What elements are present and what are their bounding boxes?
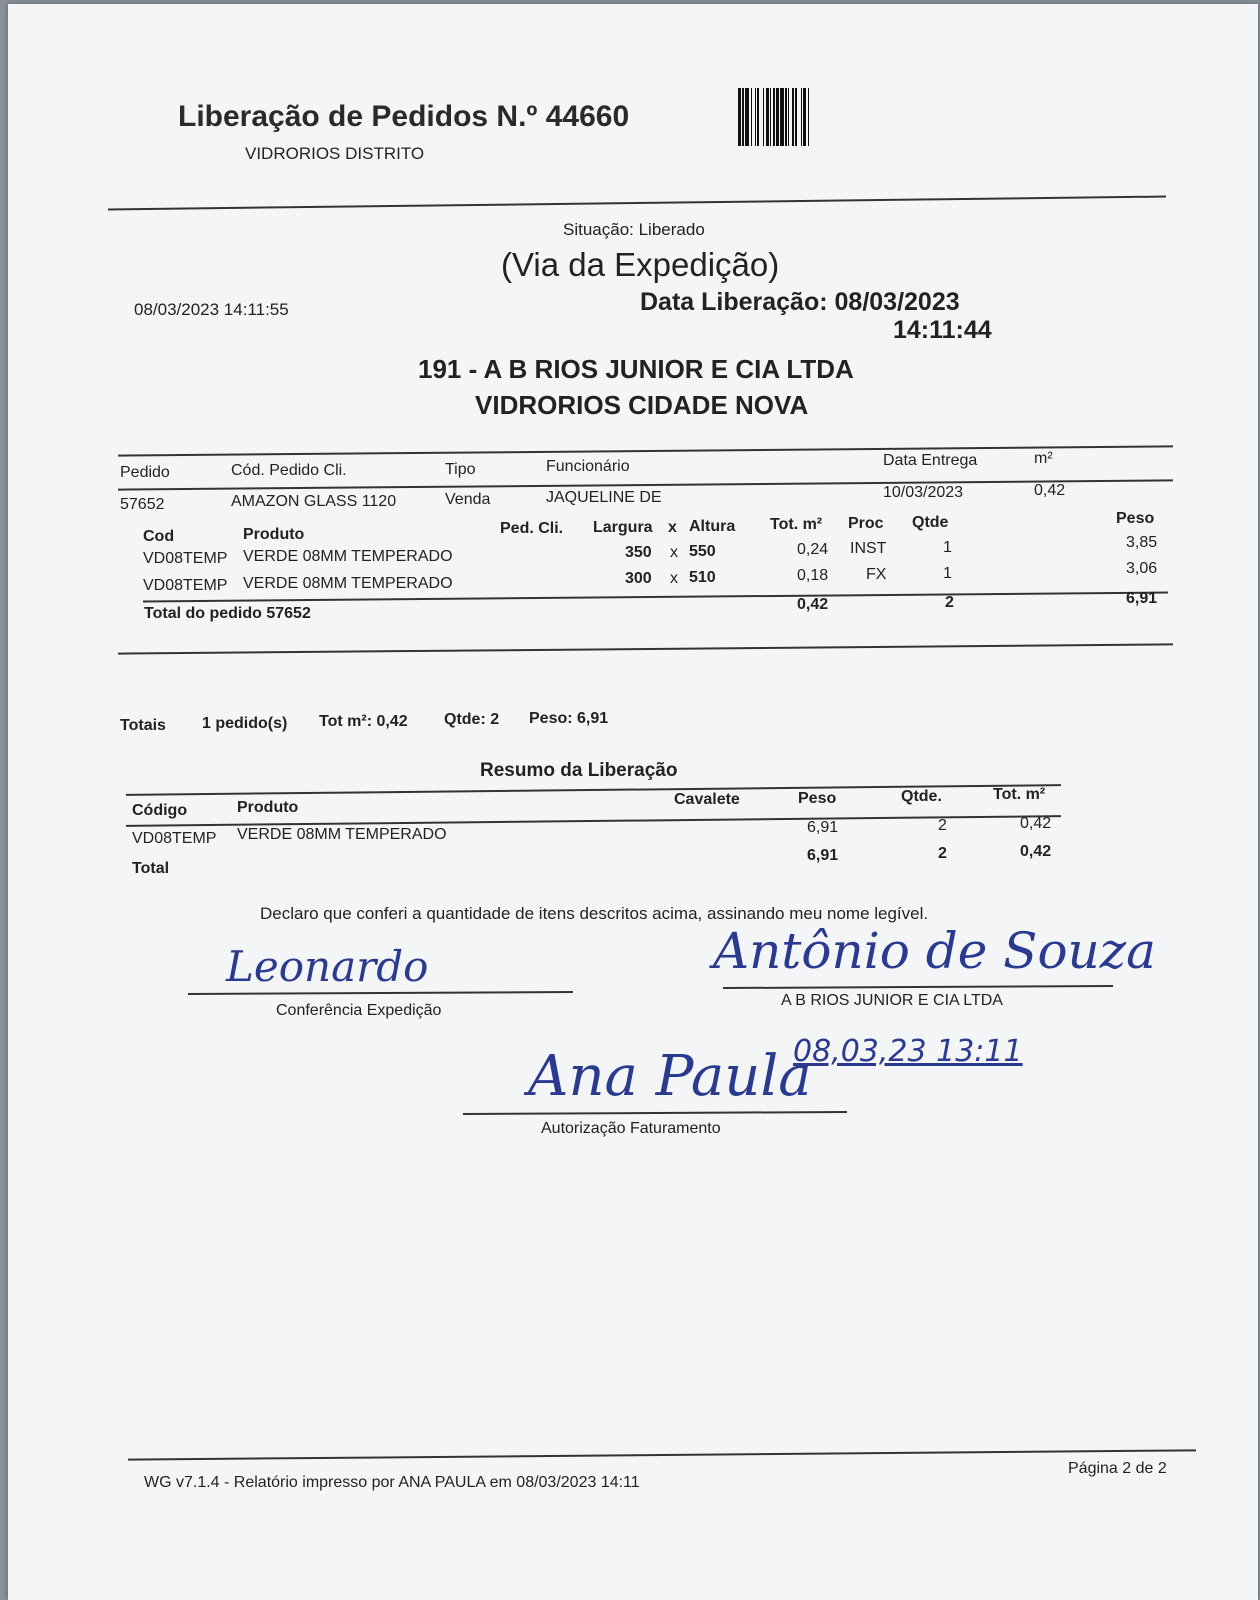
item-produto: VERDE 08MM TEMPERADO <box>243 575 453 592</box>
col-resumo-peso: Peso <box>798 790 837 807</box>
status-text: Situação: Liberado <box>563 220 705 239</box>
summary-produto: VERDE 08MM TEMPERADO <box>237 826 447 843</box>
col-cavalete: Cavalete <box>674 791 740 808</box>
summary-peso: 6,91 <box>807 819 839 836</box>
summary-total-label: Total <box>132 860 170 877</box>
release-time: 14:11:44 <box>893 316 992 344</box>
item-qtde: 1 <box>943 565 952 582</box>
page-number: Página 2 de 2 <box>1068 1460 1167 1477</box>
item-peso: 3,85 <box>1126 534 1158 551</box>
col-codigo: Código <box>132 802 188 819</box>
order-total-qtde: 2 <box>945 594 954 611</box>
summary-title: Resumo da Liberação <box>480 760 678 781</box>
item-produto: VERDE 08MM TEMPERADO <box>243 548 453 565</box>
item-peso: 3,06 <box>1126 560 1158 577</box>
item-altura: 510 <box>689 569 716 586</box>
client-signature-line <box>723 985 1113 989</box>
item-cod: VD08TEMP <box>143 577 228 594</box>
col-data-entrega: Data Entrega <box>883 452 978 469</box>
conferencia-label: Conferência Expedição <box>276 1002 442 1019</box>
client-signature: Antônio de Souza <box>713 922 1156 980</box>
item-tot-m2: 0,18 <box>797 567 829 584</box>
col-ped-cli: Ped. Cli. <box>500 520 564 537</box>
totals-m2: Tot m²: 0,42 <box>319 713 408 730</box>
release-date: Data Liberação: 08/03/2023 <box>640 288 960 316</box>
totals-pedidos: 1 pedido(s) <box>202 715 288 732</box>
summary-total-tot-m2: 0,42 <box>1020 843 1052 860</box>
item-tot-m2: 0,24 <box>797 541 829 558</box>
order-total-label: Total do pedido 57652 <box>144 605 311 622</box>
order-table-top-rule <box>118 445 1173 456</box>
item-proc: INST <box>850 540 887 557</box>
col-tipo: Tipo <box>445 461 476 478</box>
autorizacao-label: Autorização Faturamento <box>541 1120 721 1137</box>
col-resumo-tot-m2: Tot. m² <box>993 786 1046 803</box>
footer-rule <box>128 1449 1196 1460</box>
items-total-rule <box>143 592 1168 603</box>
client-signature-label: A B RIOS JUNIOR E CIA LTDA <box>781 992 1003 1009</box>
delivery-date: 10/03/2023 <box>883 484 964 501</box>
col-altura: Altura <box>689 518 736 535</box>
item-largura: 350 <box>625 544 652 561</box>
col-m2: m² <box>1034 450 1053 467</box>
item-altura: 550 <box>689 543 716 560</box>
declaration-text: Declaro que conferi a quantidade de itens descritos acima, assinando meu nome legível. <box>260 904 929 923</box>
item-qtde: 1 <box>943 539 952 556</box>
item-x: x <box>670 570 678 587</box>
printed-timestamp: 08/03/2023 14:11:55 <box>134 300 289 319</box>
summary-codigo: VD08TEMP <box>132 830 217 847</box>
handwritten-date: 08,03,23 13:11 <box>793 1034 1023 1069</box>
item-cod: VD08TEMP <box>143 550 228 567</box>
col-resumo-qtde: Qtde. <box>901 788 942 805</box>
item-x: x <box>670 544 678 561</box>
summary-total-qtde: 2 <box>938 845 947 862</box>
conferencia-signature: Leonardo <box>226 942 429 991</box>
col-cod: Cod <box>143 528 175 545</box>
header-divider <box>108 196 1166 211</box>
totals-qtde: Qtde: 2 <box>444 711 500 728</box>
col-largura: Largura <box>593 519 653 536</box>
item-largura: 300 <box>625 570 652 587</box>
totals-label: Totais <box>120 717 166 734</box>
order-total-m2: 0,42 <box>797 596 829 613</box>
summary-total-peso: 6,91 <box>807 847 839 864</box>
col-funcionario: Funcionário <box>546 458 630 475</box>
col-x: x <box>668 519 677 536</box>
item-proc: FX <box>866 566 887 583</box>
order-number: 57652 <box>120 496 165 513</box>
barcode-icon <box>738 88 924 146</box>
order-total-peso: 6,91 <box>1126 590 1158 607</box>
footer-print-info: WG v7.1.4 - Relatório impresso por ANA PAULA em 08/03/2023 14:11 <box>144 1474 640 1491</box>
col-cod-pedido-cli: Cód. Pedido Cli. <box>231 462 347 479</box>
col-produto: Produto <box>243 526 305 543</box>
order-m2: 0,42 <box>1034 482 1066 499</box>
summary-qtde: 2 <box>938 817 947 834</box>
client-order-code: AMAZON GLASS 1120 <box>231 493 397 510</box>
company-subtitle: VIDRORIOS DISTRITO <box>245 144 425 163</box>
autorizacao-signature: Ana Paula <box>528 1044 812 1109</box>
order-type: Venda <box>445 491 491 508</box>
col-pedido: Pedido <box>120 464 170 481</box>
col-tot-m2: Tot. m² <box>770 516 823 533</box>
conferencia-signature-line <box>188 991 573 995</box>
document-page <box>8 4 1258 1600</box>
client-store: VIDRORIOS CIDADE NOVA <box>475 390 809 420</box>
col-proc: Proc <box>848 515 884 532</box>
copy-type-heading: (Via da Expedição) <box>501 246 780 283</box>
autorizacao-signature-line <box>463 1111 847 1115</box>
col-qtde: Qtde <box>912 514 949 531</box>
totals-peso: Peso: 6,91 <box>529 710 609 727</box>
col-peso: Peso <box>1116 510 1155 527</box>
employee-name: JAQUELINE DE <box>546 489 662 506</box>
summary-tot-m2: 0,42 <box>1020 815 1052 832</box>
col-resumo-produto: Produto <box>237 799 299 816</box>
document-title: Liberação de Pedidos N.º 44660 <box>178 100 630 133</box>
items-bottom-rule <box>118 643 1173 654</box>
client-name: 191 - A B RIOS JUNIOR E CIA LTDA <box>418 354 854 384</box>
